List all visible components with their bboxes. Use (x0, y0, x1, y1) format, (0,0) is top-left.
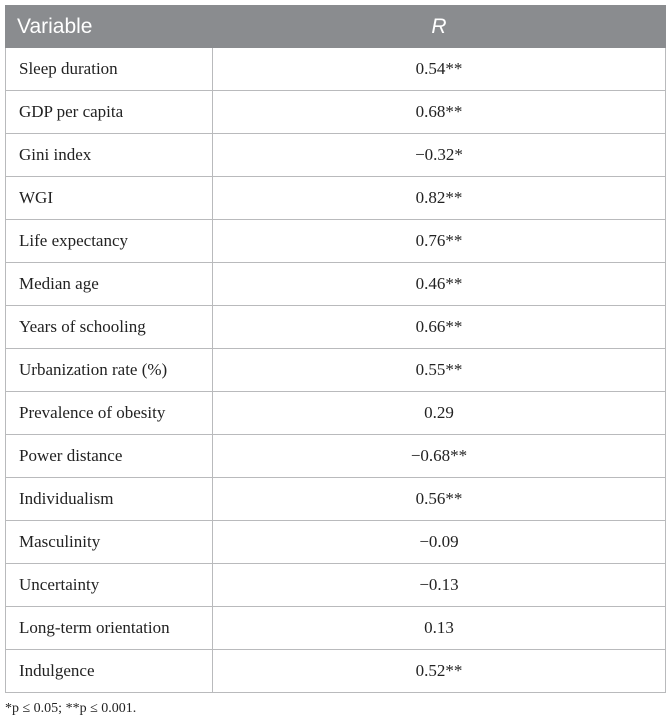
r-value-cell: 0.82** (213, 177, 666, 220)
table-header-row (6, 6, 666, 48)
variable-cell: Masculinity (6, 521, 213, 564)
variable-cell: Long-term orientation (6, 607, 213, 650)
table-row (6, 177, 666, 220)
table-row (6, 564, 666, 607)
r-value-cell: −0.68** (213, 435, 666, 478)
r-value-cell: 0.68** (213, 91, 666, 134)
significance-footnote: *p ≤ 0.05; **p ≤ 0.001. (5, 701, 137, 716)
table-row (6, 607, 666, 650)
variable-cell: Prevalence of obesity (6, 392, 213, 435)
table-row (6, 91, 666, 134)
r-value-cell: 0.29 (213, 392, 666, 435)
table-row (6, 349, 666, 392)
r-value-cell: −0.13 (213, 564, 666, 607)
correlation-table (5, 5, 666, 693)
r-value-cell: 0.76** (213, 220, 666, 263)
table-row (6, 521, 666, 564)
table-row (6, 263, 666, 306)
variable-cell: Urbanization rate (%) (6, 349, 213, 392)
table-row (6, 650, 666, 693)
r-value-cell: 0.13 (213, 607, 666, 650)
table-row (6, 48, 666, 91)
table-row (6, 134, 666, 177)
correlation-table-container (5, 5, 665, 693)
variable-cell: WGI (6, 177, 213, 220)
table-row (6, 220, 666, 263)
header-r: R (213, 6, 666, 48)
table-row (6, 392, 666, 435)
table-row (6, 306, 666, 349)
r-value-cell: −0.32* (213, 134, 666, 177)
r-value-cell: 0.55** (213, 349, 666, 392)
variable-cell: Individualism (6, 478, 213, 521)
variable-cell: Years of schooling (6, 306, 213, 349)
r-value-cell: −0.09 (213, 521, 666, 564)
r-value-cell: 0.46** (213, 263, 666, 306)
variable-cell: Indulgence (6, 650, 213, 693)
variable-cell: GDP per capita (6, 91, 213, 134)
r-value-cell: 0.56** (213, 478, 666, 521)
variable-cell: Life expectancy (6, 220, 213, 263)
r-value-cell: 0.66** (213, 306, 666, 349)
r-value-cell: 0.54** (213, 48, 666, 91)
table-row (6, 478, 666, 521)
header-variable: Variable (6, 6, 213, 48)
variable-cell: Power distance (6, 435, 213, 478)
variable-cell: Sleep duration (6, 48, 213, 91)
variable-cell: Median age (6, 263, 213, 306)
variable-cell: Uncertainty (6, 564, 213, 607)
r-value-cell: 0.52** (213, 650, 666, 693)
table-row (6, 435, 666, 478)
variable-cell: Gini index (6, 134, 213, 177)
